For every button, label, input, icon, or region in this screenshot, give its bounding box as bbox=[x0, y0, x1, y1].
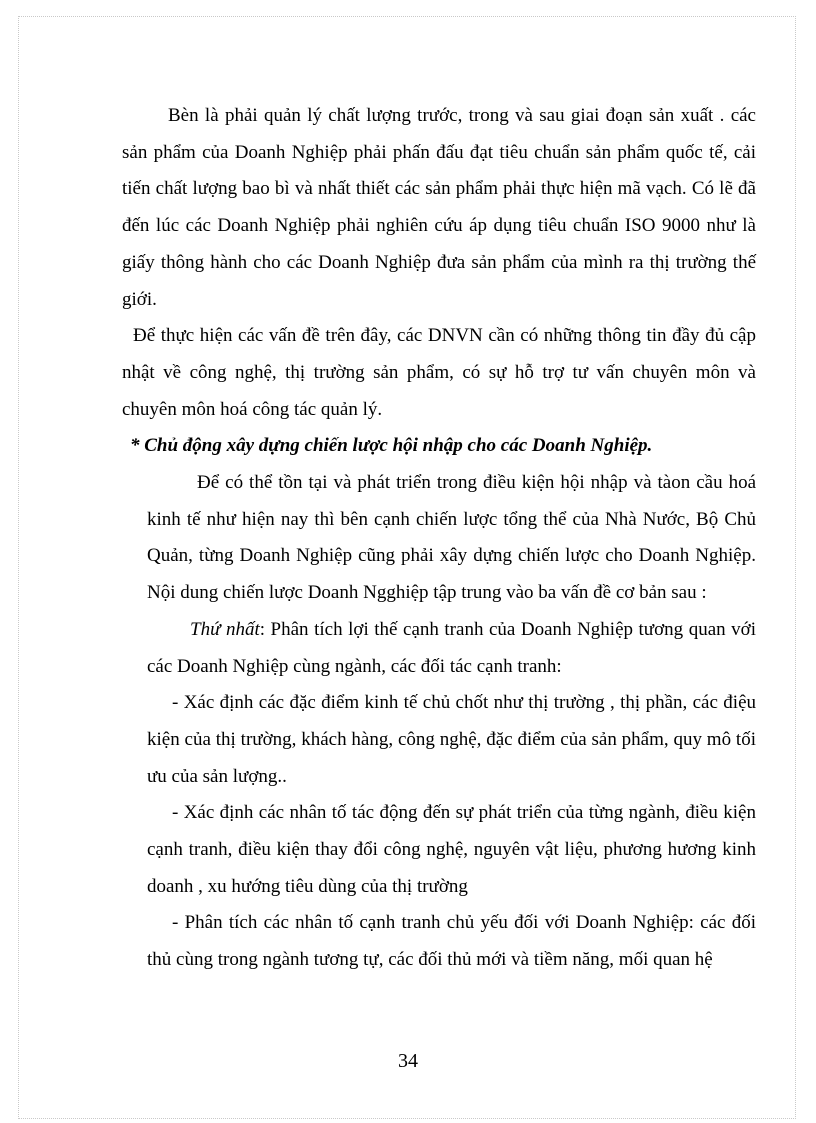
paragraph-dnvn-information: Để thực hiện các vấn đề trên đây, các DNVN cần có những thông tin đầy đủ cập nhật về công nghệ, thị trường sản phẩm, có sự hỗ trợ tư vấn chuyên môn và chuyên môn hoá công tác quản lý. bbox=[122, 325, 756, 420]
strategy-section bbox=[147, 465, 756, 979]
document-body bbox=[122, 98, 756, 979]
section-heading: * Chủ động xây dựng chiến lược hội nhập cho các Doanh Nghiệp. bbox=[130, 435, 653, 457]
paragraph-competition-factors: - Phân tích các nhân tố cạnh tranh chủ yếu đối với Doanh Nghiệp: các đối thủ cùng trong ngành tương tự, các đối thủ mới và tiềm năng, mối quan hệ bbox=[147, 912, 756, 971]
paragraph-first-point bbox=[147, 612, 756, 685]
paragraph-impact-factors: - Xác định các nhân tố tác động đến sự phát triển của từng ngành, điều kiện cạnh tranh, điều kiện thay đổi công nghệ, nguyên vật liệu, phương hương kinh doanh , xu hướng tiêu dùng của thị trường bbox=[147, 802, 756, 897]
paragraph-economic-features: - Xác định các đặc điểm kinh tế chủ chốt như thị trường , thị phần, các điệu kiện của thị trường, khách hàng, công nghệ, đặc điểm của sản phẩm, quy mô tối ưu của sản lượng.. bbox=[147, 692, 756, 787]
first-point-text: : Phân tích lợi thế cạnh tranh của Doanh Nghiệp tương quan với các Doanh Nghiệp cùng ngành, các đối tác cạnh tranh: bbox=[147, 618, 756, 677]
first-point-label: Thứ nhất bbox=[190, 618, 260, 640]
paragraph-strategy-intro: Để có thể tồn tại và phát triển trong điều kiện hội nhập và tàon cầu hoá kinh tế như hiện nay thì bên cạnh chiến lược tổng thể của Nhà Nước, Bộ Chủ Quản, từng Doanh Nghiệp cũng phải xây dựng chiến lược cho Doanh Nghiệp. Nội dung chiến lược Doanh Ngghiệp tập trung vào ba vấn đề cơ bản sau : bbox=[147, 472, 756, 604]
page-number: 34 bbox=[398, 1050, 418, 1072]
paragraph-quality-management: Bèn là phải quản lý chất lượng trước, trong và sau giai đoạn sản xuất . các sản phẩm của Doanh Nghiệp phải phấn đấu đạt tiêu chuẩn sản phẩm quốc tế, cải tiến chất lượng bao bì và nhất thiết các sản phẩm phải thực hiện mã vạch. Có lẽ đã đến lúc các Doanh Nghiệp phải nghiên cứu áp dụng tiêu chuẩn ISO 9000 như là giấy thông hành cho các Doanh Nghiệp đưa sản phẩm của mình ra thị trường thế giới. bbox=[122, 105, 756, 310]
